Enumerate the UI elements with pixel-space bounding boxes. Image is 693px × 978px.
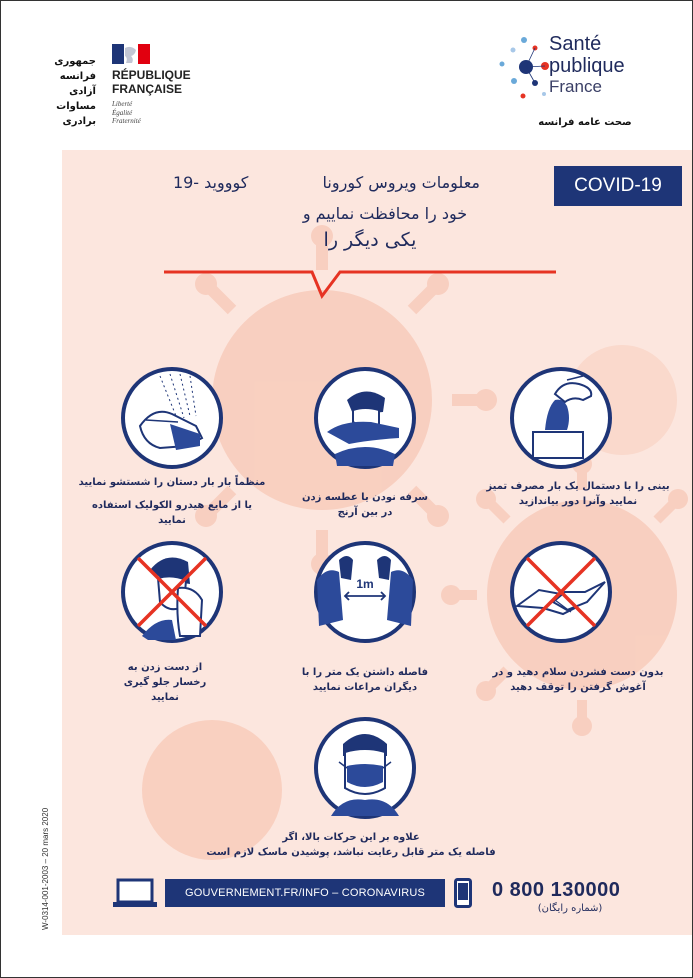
hotline-number[interactable]: 0 800 130000 [492, 879, 621, 901]
info-url-link[interactable]: GOUVERNEMENT.FR/INFO – CORONAVIRUS [165, 879, 445, 907]
no-face-touch-icon [120, 540, 224, 644]
page-title-line2: خود را محافظت نماییم و [302, 204, 468, 223]
face-mask-icon [313, 716, 417, 820]
distance-1m-icon [313, 540, 417, 644]
no-handshake-caption: بدون دست فشردن سلام دهید و در آغوش گرفتن را توقف دهید [492, 667, 664, 693]
disposable-tissue-caption: بینی را با دستمال یک بار مصرف تمیز نمایید وآنرا دور بیاندازید [486, 481, 670, 507]
phone-icon [454, 878, 472, 908]
cough-elbow-caption: سرفه نودن یا عطسه زدن در بین آرنج [301, 492, 429, 518]
page-title-line3: یکی دیگر را [323, 229, 417, 251]
sante-publique-persian: صحت عامه فرانسه [538, 117, 632, 128]
republique-francaise-title: RÉPUBLIQUE FRANÇAISE [112, 68, 191, 96]
title-covid: کووويد -19 [172, 173, 249, 192]
sante-publique-france-logo: Santé publique France [549, 33, 625, 96]
cough-elbow-icon [313, 366, 417, 470]
sante-publique-dots-icon [495, 28, 557, 108]
hand-washing-icon [120, 366, 224, 470]
distance-caption: فاصله داشتن یک متر را با دیگران مراعات نمایید [301, 667, 429, 693]
republic-persian-text: جمهوری فرانسه آزادی مساوات برادری [54, 56, 96, 127]
speech-bubble-underline [160, 266, 560, 306]
no-handshake-icon [509, 540, 613, 644]
document-reference: W-0314-001-2003 – 20 mars 2020 [41, 807, 50, 930]
hand-washing-caption: منظماً بار بار دستان را شستشو نمایید یا از مایع هیدرو الکولیک استفاده نمایید [78, 477, 266, 526]
distance-label: 1m [356, 577, 374, 591]
laptop-icon [112, 878, 158, 908]
no-face-touch-caption: از دست زدن به رخسار جلو گیری نمایید [123, 662, 207, 703]
title-main: معلومات ویروس کورونا [322, 173, 480, 192]
marianne-logo-icon [112, 44, 150, 64]
page-title-line1 [110, 173, 480, 192]
hotline-free-note: (شماره رایگان) [537, 903, 603, 914]
covid-19-badge: COVID-19 [554, 166, 682, 206]
face-mask-caption: علاوه بر این حرکات بالا، اگر فاصله یک متر قابل رعایت نباشد، پوشیدن ماسک لازم است [206, 832, 496, 858]
republic-motto: Liberté Égalité Fraternité [112, 100, 141, 125]
disposable-tissue-icon [509, 366, 613, 470]
